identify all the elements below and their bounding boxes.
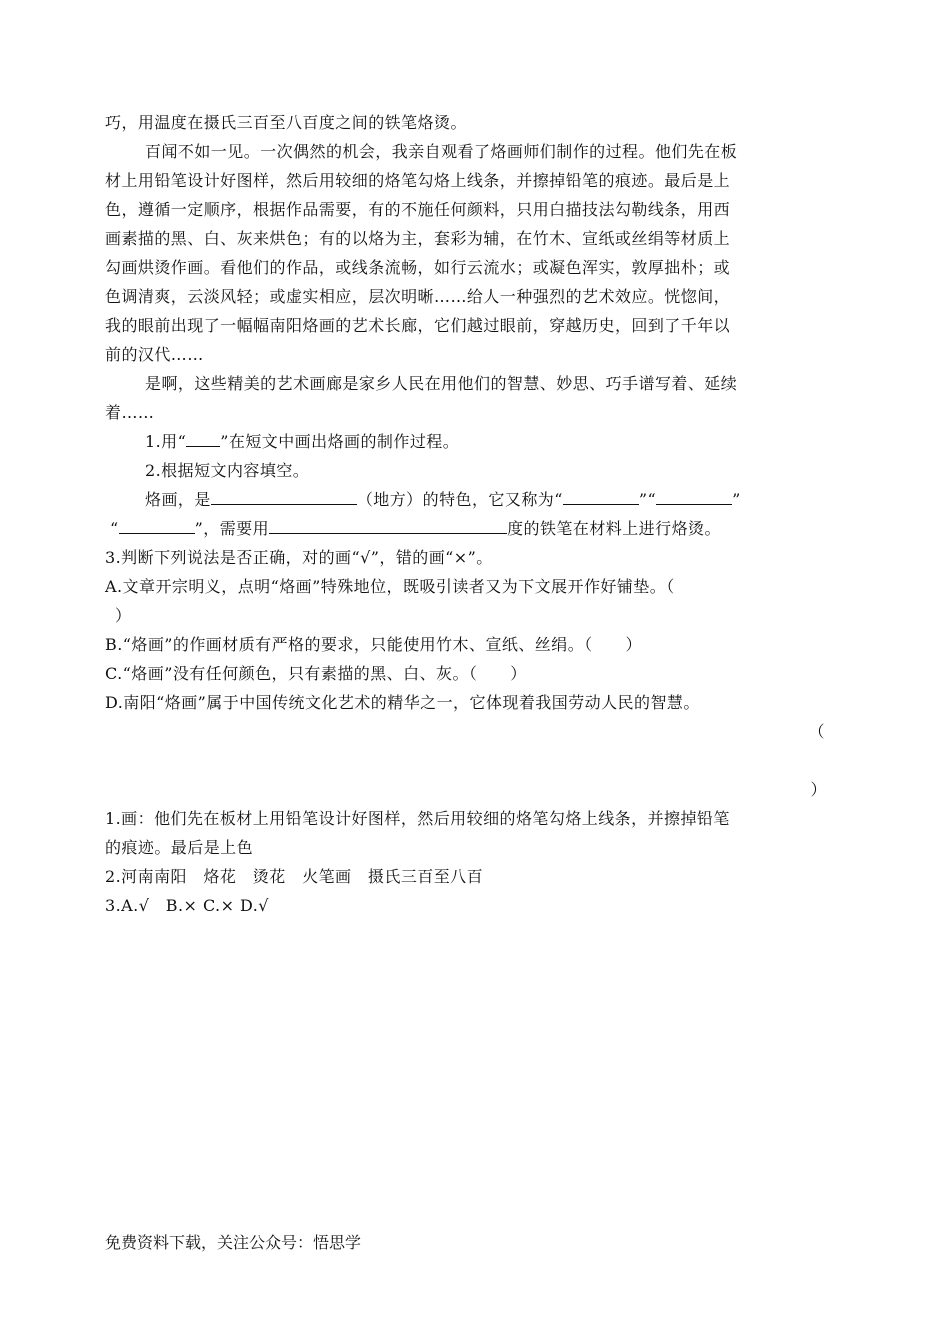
question-3: 3.判断下列说法是否正确，对的画“√”，错的画“×”。 — [105, 548, 493, 567]
blank-name-3[interactable] — [119, 515, 195, 534]
answer-1: 1.画：他们先在板材上用铅笔设计好图样，然后用较细的烙笔勾烙上线条，并擦掉铅笔 — [105, 809, 730, 828]
statement-d-open-bracket: （ — [808, 722, 825, 741]
blank-name-2[interactable] — [656, 486, 732, 505]
passage-line: 我的眼前出现了一幅幅南阳烙画的艺术长廊，它们越过眼前，穿越历史，回到了千年以 — [105, 316, 731, 335]
statement-b: B.“烙画”的作画材质有严格的要求，只能使用竹木、宣纸、丝绢。（ ） — [105, 635, 642, 654]
question-2: 2.根据短文内容填空。 — [145, 461, 310, 480]
answer-2: 2.河南南阳 烙花 烫花 火笔画 摄氏三百至八百 — [105, 867, 484, 886]
question-1: 1.用“ ”在短文中画出烙画的制作过程。 — [105, 427, 845, 456]
statement-a: A.文章开宗明义，点明“烙画”特殊地位，既吸引读者又为下文展开作好铺垫。（ — [105, 577, 675, 596]
answer-3: 3.A.√ B.× C.× D.√ — [105, 896, 269, 915]
spacer — [105, 746, 845, 775]
statement-d-close-bracket: ） — [810, 780, 827, 799]
blank-place[interactable] — [211, 486, 357, 505]
statement-c: C.“烙画”没有任何颜色，只有素描的黑、白、灰。（ ） — [105, 664, 527, 683]
document-page — [105, 108, 845, 920]
passage-line: 色，遵循一定顺序，根据作品需要，有的不施任何颜料，只用白描技法勾勒线条，用西 — [105, 200, 731, 219]
statement-a-bracket: ） — [115, 606, 132, 625]
passage-line: 百闻不如一见。一次偶然的机会，我亲自观看了烙画师们制作的过程。他们先在板 — [145, 142, 738, 161]
answer-1-cont: 的痕迹。最后是上色 — [105, 838, 254, 857]
statement-d: D.南阳“烙画”属于中国传统文化艺术的精华之一，它体现着我国劳动人民的智慧。 — [105, 693, 700, 712]
passage-line: 着…… — [105, 403, 155, 422]
blank-temperature[interactable] — [269, 515, 507, 534]
passage-line: 巧，用温度在摄氏三百至八百度之间的铁笔烙烫。 — [105, 113, 467, 132]
passage-line: 色调清爽，云淡风轻；或虚实相应，层次明晰……给人一种强烈的艺术效应。恍惚间， — [105, 287, 731, 306]
passage-line: 是啊，这些精美的艺术画廊是家乡人民在用他们的智慧、妙思、巧手谱写着、延续 — [145, 374, 738, 393]
fill-in-line-1: 烙画，是 （地方）的特色，它又称为“ ”“ ” — [105, 485, 845, 514]
footer-note: 免费资料下载，关注公众号：悟思学 — [105, 1233, 362, 1252]
blank-name-1[interactable] — [563, 486, 639, 505]
passage-line: 材上用铅笔设计好图样，然后用较细的烙笔勾烙上线条，并擦掉铅笔的痕迹。最后是上 — [105, 171, 731, 190]
passage-line: 前的汉代…… — [105, 345, 204, 364]
passage-line: 勾画烘烫作画。看他们的作品，或线条流畅，如行云流水；或凝色浑实，敦厚拙朴；或 — [105, 258, 731, 277]
passage-line: 画素描的黑、白、灰来烘色；有的以烙为主，套彩为辅，在竹木、宣纸或丝绢等材质上 — [105, 229, 731, 248]
underline-sample — [186, 428, 220, 447]
fill-in-line-2: “ ”，需要用 度的铁笔在材料上进行烙烫。 — [105, 514, 845, 543]
